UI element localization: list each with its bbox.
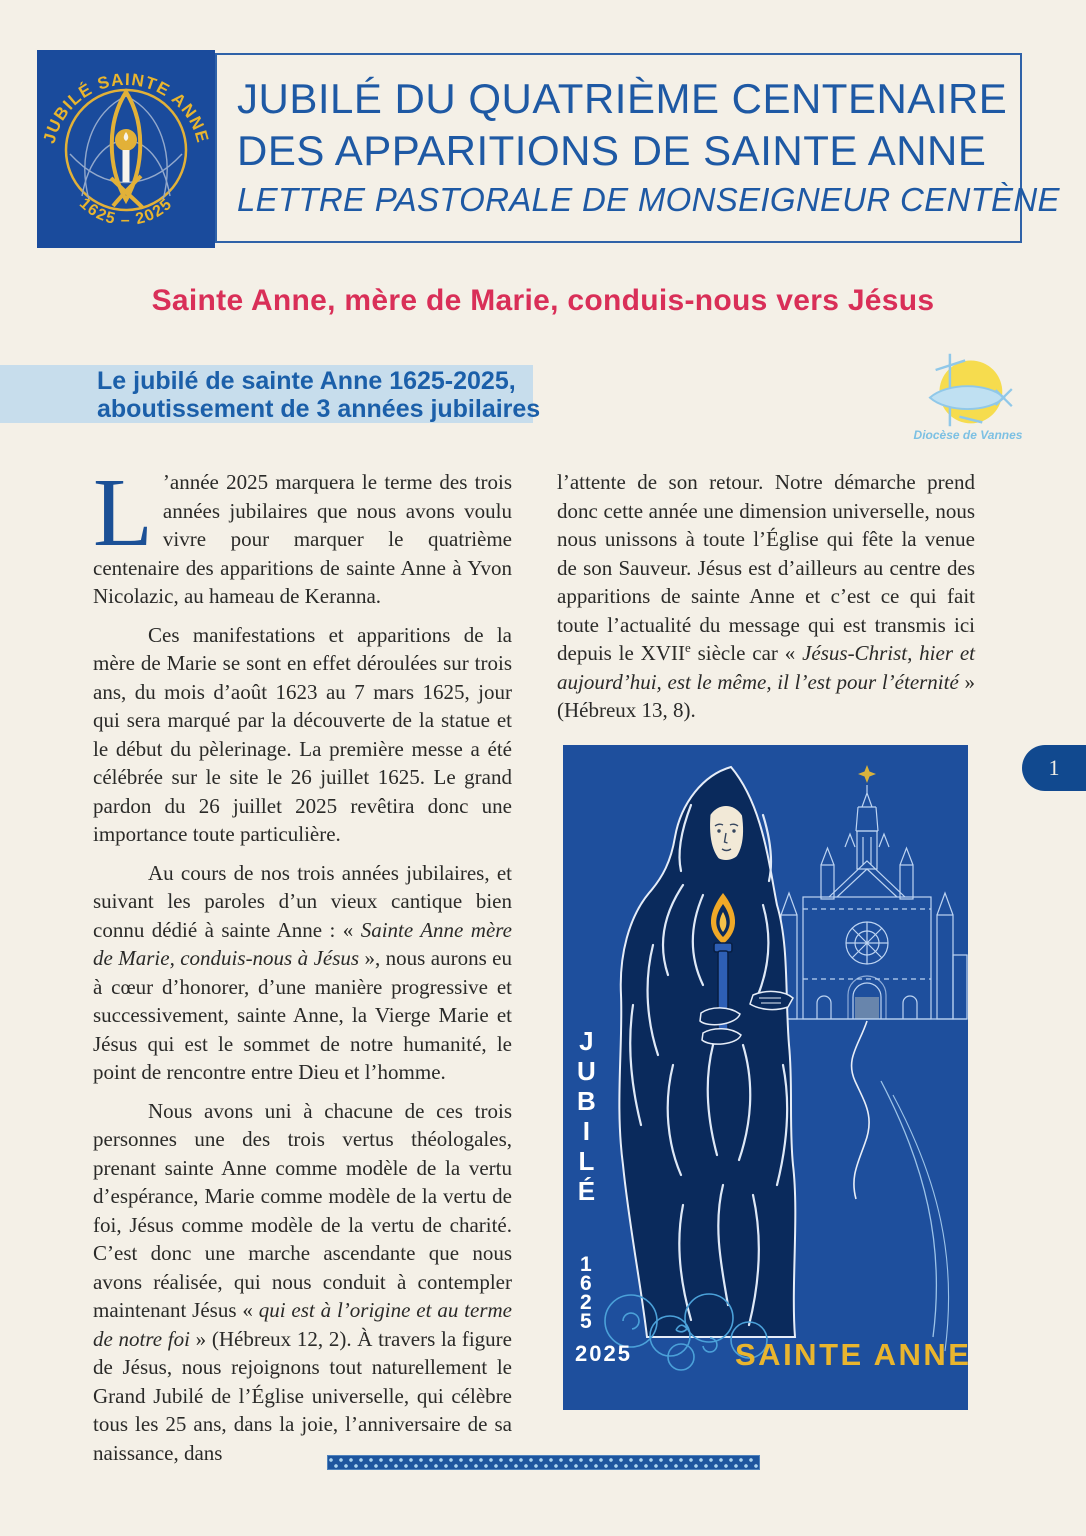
header-title-box [215, 53, 1060, 243]
poster-vertical-years: 1 6 2 5 [580, 1253, 592, 1333]
article-left-column [93, 459, 513, 1477]
paragraph-2: Ces manifestations et apparitions de la mère de Marie se sont en effet déroulées sur trois ans, du mois d’août 1623 au 7 mars 1625, jour qui sera marqué par la découverte de la statue et le début du pèlerinage. La première messe a été célébrée sur le site le 26 juillet 1625. Le grand pardon du 26 juillet 2025 revêtira donc une importance toute particulière. [93, 622, 512, 846]
page-number: 1 [1048, 755, 1060, 780]
jubilee-logo-icon [37, 50, 215, 248]
paragraph-3: Au cours de nos trois années jubilaires, et suivant les paroles d’un vieux cantique bien connu dédié à sainte Anne : « Sainte Anne mère de Marie, conduis-nous à Jésus », nous aurons eu à cœur d’honorer, d’une manière progressive et successivement, sainte Anne, la Vierge Marie et Jésus qui est le sommet de notre humanité, le point de rencontre entre Dieu et l’homme. [93, 860, 513, 1084]
paragraph-1: L ’année 2025 marquera le terme des trois années jubilaires que nous avons voulu vivre pour marquer le quatrième centenaire des apparitions de sainte Anne à Yvon Nicolazic, au hameau de Keranna. [93, 459, 512, 608]
poster-caption: SAINTE ANNE [735, 1337, 972, 1372]
section-heading-line2: aboutissement de 3 années jubilaires [97, 395, 541, 423]
header-title-line1: JUBILÉ DU QUATRIÈME CENTENAIRE [237, 74, 1008, 122]
sainte-anne-figure [619, 767, 795, 1337]
fish-candle-icon [111, 92, 143, 208]
diocese-logo-icon [915, 350, 1021, 430]
section-heading-line1: Le jubilé de sainte Anne 1625-2025, [97, 367, 516, 395]
bottom-decorative-border [327, 1455, 760, 1470]
star-icon [858, 765, 876, 783]
poster-year: 2025 [575, 1341, 632, 1366]
header-subtitle: LETTRE PASTORALE DE MONSEIGNEUR CENTÈNE [237, 181, 1060, 219]
section-heading-band [0, 365, 541, 423]
header-title-line2: DES APPARITIONS DE SAINTE ANNE [237, 127, 987, 174]
tagline: Sainte Anne, mère de Marie, conduis-nous vers Jésus [151, 284, 935, 317]
diocese-caption: Diocèse de Vannes [913, 428, 1023, 442]
article-right-column [557, 468, 975, 735]
paragraph-5: l’attente de son retour. Notre démarche prend donc cette année une dimension universelle, nous nous unissons à toute l’Église qui fête la venue de son Sauveur. Jésus est d’ailleurs au centre des apparitions de sainte Anne et c’est ce qui fait toute l’actualité du message qui est transmis ici depuis le XVIIe siècle car « Jésus-Christ, hier et aujourd’hui, est le même, il l’est pour l’éternité » (Hébreux 13, 8). [557, 470, 976, 722]
poster-illustration [563, 745, 968, 1410]
jubilee-poster [563, 745, 972, 1410]
paragraph-4: Nous avons uni à chacune de ces trois personnes une des trois vertus théologales, prenant sainte Anne comme modèle de la vertu d’espérance, Marie comme modèle de la vertu de foi, Jésus comme modèle de la vertu de charité. C’est donc une marche ascendante que nous avons réalisée, qui nous conduit à contempler maintenant Jésus « qui est à l’origine et au terme de notre foi » (Hébreux 12, 2). À travers la figure de Jésus, nous rejoignons tout naturellement le Grand Jubilé de l’Église universelle, qui célèbre tous les 25 ans, dans la joie, l’anniversaire de sa naissance, dans [93, 1098, 512, 1465]
logo-circular-text-top: JUBILÉ SAINTE ANNE [39, 69, 213, 146]
drop-cap: L [93, 459, 153, 567]
poster-vertical-title: J U B I L É [577, 1026, 597, 1206]
page-number-badge [1022, 745, 1086, 791]
path-drawing [852, 1021, 949, 1351]
jubilee-logo-box [37, 50, 215, 248]
logo-circular-text-bottom: 1625 – 2025 [75, 195, 177, 230]
